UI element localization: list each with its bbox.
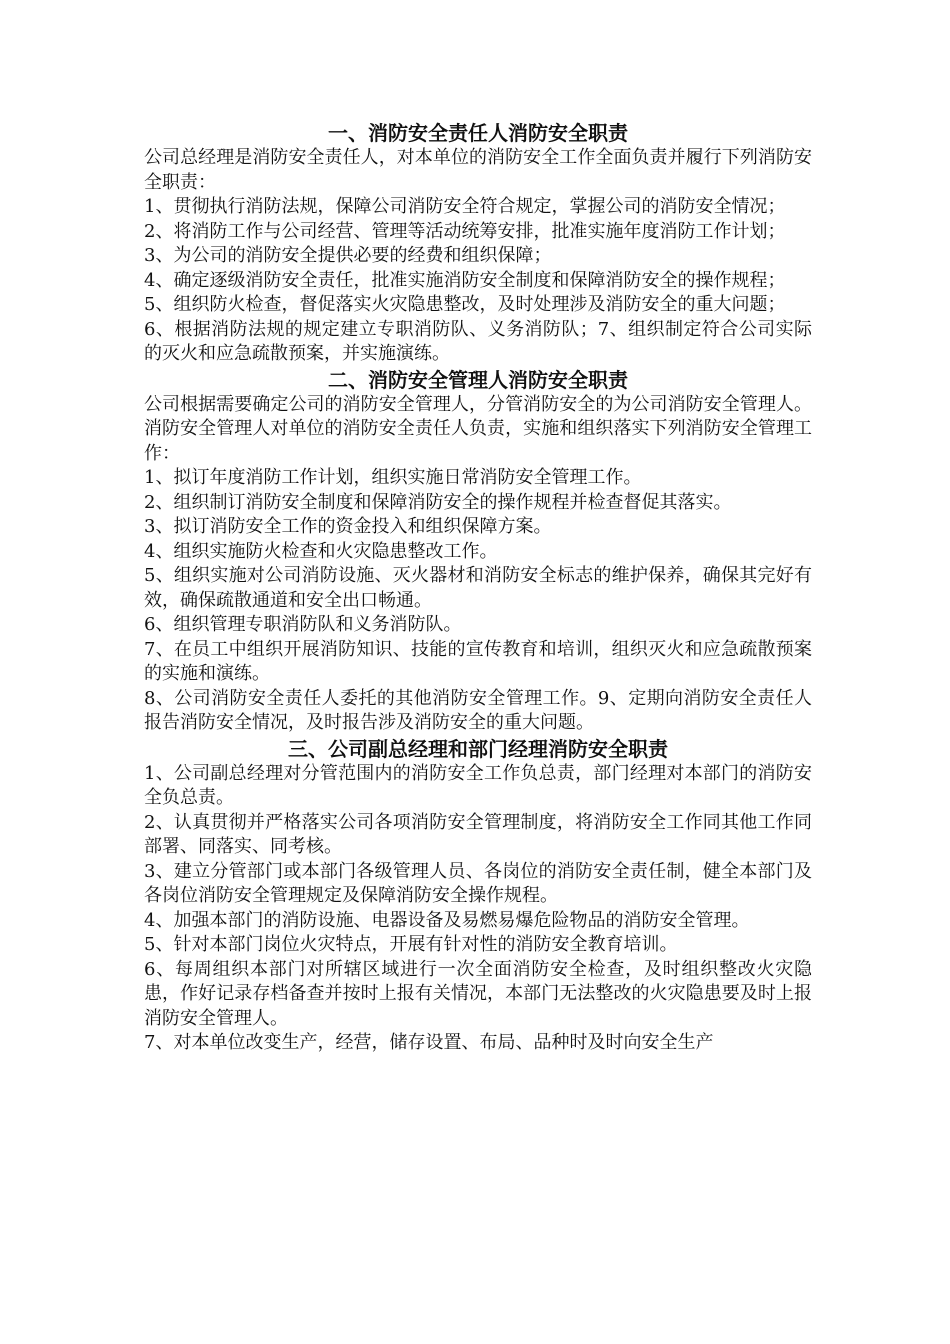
section-2-item-7: 7、在员工中组织开展消防知识、技能的宣传教育和培训，组织灭火和应急疏散预案的实施和演练。 — [144, 638, 812, 684]
section-2-item-8-9: 8、公司消防安全责任人委托的其他消防安全管理工作。9、定期向消防安全责任人报告消防安全情况，及时报告涉及消防安全的重大问题。 — [144, 687, 812, 733]
section-1-intro: 公司总经理是消防安全责任人，对本单位的消防安全工作全面负责并履行下列消防安全职责： — [144, 147, 812, 193]
section-3-item-7: 7、对本单位改变生产，经营，储存设置、布局、品种时及时向安全生产 — [144, 1032, 714, 1053]
section-2-item-1: 1、拟订年度消防工作计划，组织实施日常消防安全管理工作。 — [144, 467, 642, 488]
section-1-item-6-7: 6、根据消防法规的规定建立专职消防队、义务消防队；7、组织制定符合公司实际的灭火和应急疏散预案，并实施演练。 — [144, 318, 812, 364]
section-1-item-5: 5、组织防火检查，督促落实火灾隐患整改，及时处理涉及消防安全的重大问题； — [144, 294, 786, 315]
section-2-intro: 公司根据需要确定公司的消防安全管理人，分管消防安全的为公司消防安全管理人。消防安全管理人对单位的消防安全责任人负责，实施和组织落实下列消防安全管理工作： — [144, 393, 812, 464]
section-3-item-1: 1、公司副总经理对分管范围内的消防安全工作负总责，部门经理对本部门的消防安全负总责。 — [144, 762, 812, 808]
section-2-item-2: 2、组织制订消防安全制度和保障消防安全的操作规程并检查督促其落实。 — [144, 491, 732, 513]
section-2-item-4: 4、组织实施防火检查和火灾隐患整改工作。 — [144, 540, 498, 562]
section-3-item-2: 2、认真贯彻并严格落实公司各项消防安全管理制度，将消防安全工作同其他工作同部署、同落实、同考核。 — [144, 811, 812, 857]
section-3-item-6: 6、每周组织本部门对所辖区域进行一次全面消防安全检查，及时组织整改火灾隐患，作好记录存档备查并按时上报有关情况，本部门无法整改的火灾隐患要及时上报消防安全管理人。 — [144, 958, 812, 1029]
section-2-item-5: 5、组织实施对公司消防设施、灭火器材和消防安全标志的维护保养，确保其完好有效，确保疏散通道和安全出口畅通。 — [144, 565, 812, 611]
document-page — [144, 120, 812, 1056]
section-2-item-6: 6、组织管理专职消防队和义务消防队。 — [144, 614, 462, 635]
section-1-item-4: 4、确定逐级消防安全责任，批准实施消防安全制度和保障消防安全的操作规程； — [144, 269, 786, 291]
section-3-item-5: 5、针对本部门岗位火灾特点，开展有针对性的消防安全教育培训。 — [144, 934, 678, 955]
section-title-3: 三、公司副总经理和部门经理消防安全职责 — [288, 736, 668, 761]
section-title-2: 二、消防安全管理人消防安全职责 — [328, 367, 628, 392]
section-1-item-1: 1、贯彻执行消防法规，保障公司消防安全符合规定，掌握公司的消防安全情况； — [144, 196, 786, 217]
section-2-item-3: 3、拟订消防安全工作的资金投入和组织保障方案。 — [144, 516, 552, 537]
section-1-item-3: 3、为公司的消防安全提供必要的经费和组织保障； — [144, 245, 552, 266]
section-title-1: 一、消防安全责任人消防安全职责 — [328, 121, 628, 145]
section-3-item-4: 4、加强本部门的消防设施、电器设备及易燃易爆危险物品的消防安全管理。 — [144, 909, 750, 931]
section-1-item-2: 2、将消防工作与公司经营、管理等活动统筹安排，批准实施年度消防工作计划； — [144, 220, 786, 242]
section-3-item-3: 3、建立分管部门或本部门各级管理人员、各岗位的消防安全责任制，健全本部门及各岗位消防安全管理规定及保障消防安全操作规程。 — [144, 860, 812, 906]
